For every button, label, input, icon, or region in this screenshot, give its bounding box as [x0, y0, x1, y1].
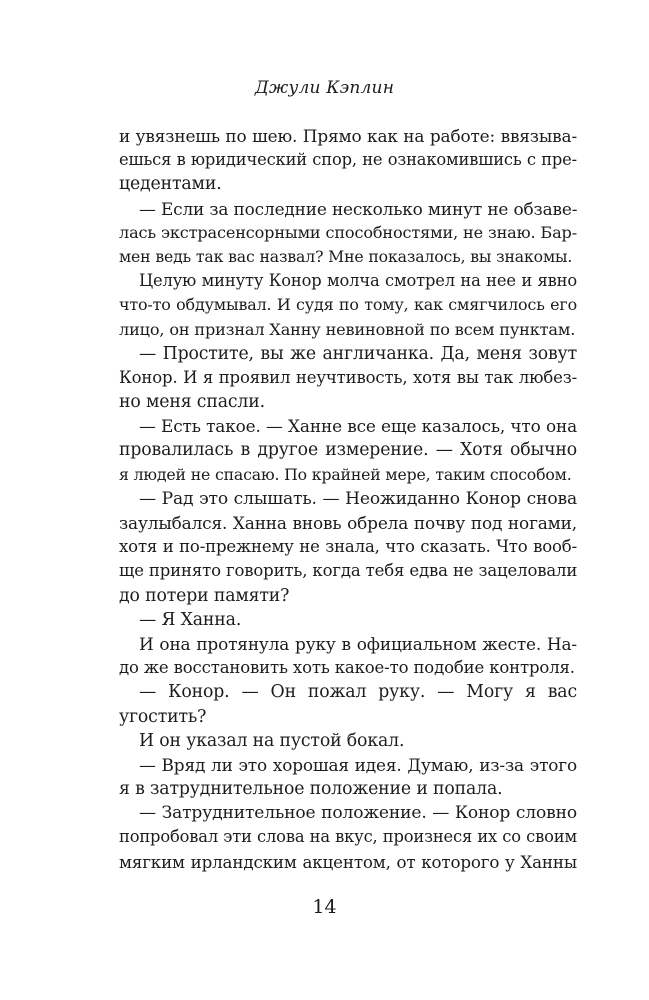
text-line: — Есть такое. — Ханне все еще казалось, что она — [139, 416, 577, 437]
text-line: ще принято говорить, когда тебя едва не зацеловали — [119, 561, 578, 581]
page-number: 14 — [312, 896, 337, 918]
text-line: я людей не спасаю. По крайней мере, таким способом. — [119, 464, 572, 484]
text-line: — Рад это слышать. — Неожиданно Конор снова — [139, 488, 577, 509]
text-line: угостить? — [119, 706, 207, 727]
text-line: провалилась в другое измерение. — Хотя обычно — [119, 440, 577, 461]
running-header: Джули Кэплин — [254, 78, 395, 98]
text-line: — Вряд ли это хорошая идея. Думаю, из-за этого — [139, 754, 577, 775]
text-line: лась экстрасенсорными способностями, не знаю. Бар- — [119, 222, 577, 242]
text-line: попробовал эти слова на вкус, произнеся их со своим — [119, 827, 577, 847]
text-line: что-то обдумывал. И судя по тому, как смягчилось его — [119, 295, 577, 315]
text-line: И она протянула руку в официальном жесте. На- — [139, 633, 577, 654]
text-line: цедентами. — [119, 174, 222, 195]
text-line: я в затруднительное положение и попала. — [119, 779, 503, 800]
text-line: до потери памяти? — [119, 585, 290, 606]
text-line: — Конор. — Он пожал руку. — Могу я вас — [139, 682, 577, 703]
text-line: мягким ирландским акцентом, от которого у Ханны — [119, 851, 577, 872]
text-line: лицо, он признал Ханну невиновной по всем пунктам. — [119, 319, 576, 339]
body-text — [119, 124, 577, 874]
text-line: И он указал на пустой бокал. — [139, 730, 405, 751]
text-line: хотя и по-прежнему не знала, что сказать. Что вооб- — [119, 537, 577, 557]
text-line: — Я Ханна. — [139, 609, 242, 630]
text-line: мен ведь так вас назвал? Мне показалось, вы знакомы. — [119, 246, 573, 266]
text-line: заулыбался. Ханна вновь обрела почву под ногами, — [119, 513, 577, 533]
text-line: — Простите, вы же англичанка. Да, меня зовут — [139, 343, 577, 364]
text-line: ешься в юридический спор, не ознакомившись с пре- — [119, 150, 577, 170]
text-line: — Если за последние несколько минут не обзаве- — [139, 198, 578, 219]
text-line: Целую минуту Конор молча смотрел на нее и явно — [139, 271, 577, 291]
text-line: и увязнешь по шею. Прямо как на работе: ввязыва- — [119, 126, 577, 146]
text-line: — Затруднительное положение. — Конор словно — [139, 803, 577, 824]
text-line: Конор. И я проявил неучтивость, хотя вы так любез- — [119, 367, 577, 387]
text-line: но меня спасли. — [119, 392, 265, 413]
text-line: до же восстановить хоть какое-то подобие контроля. — [119, 658, 575, 678]
